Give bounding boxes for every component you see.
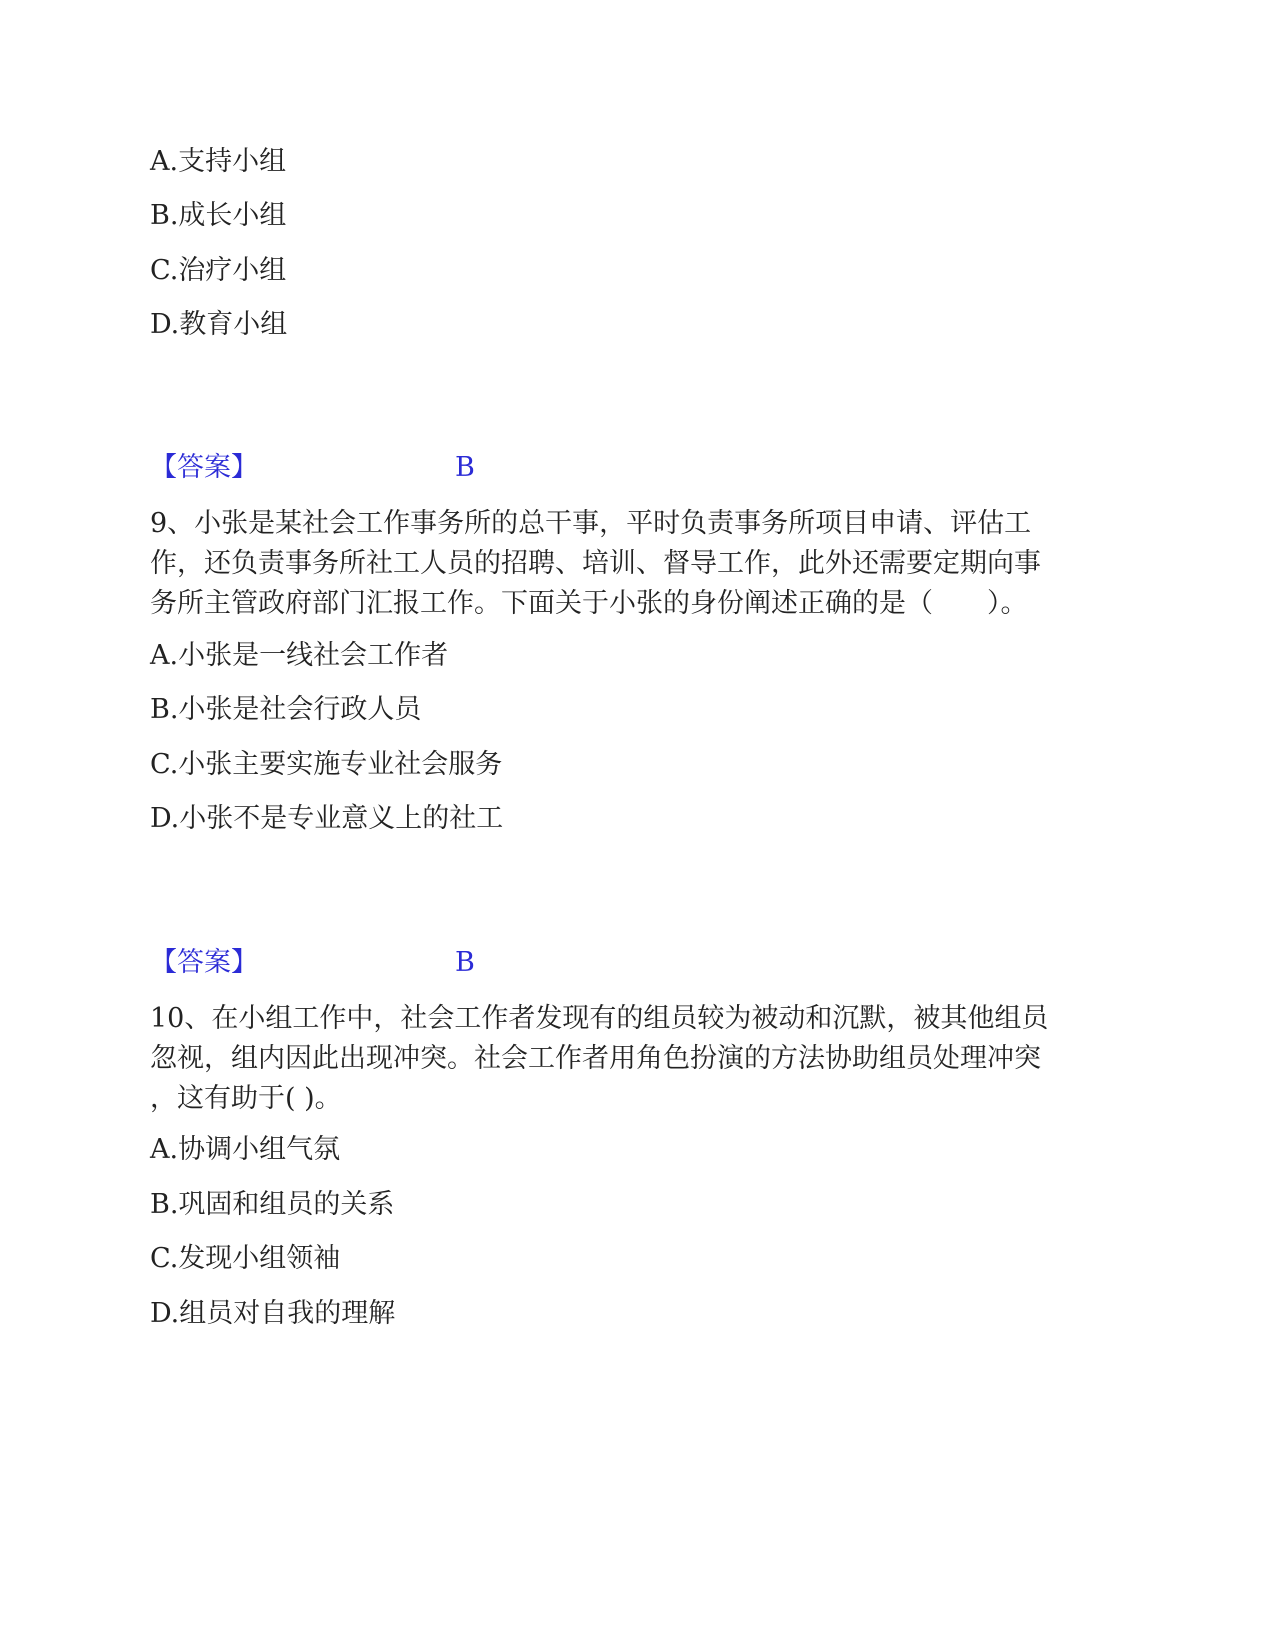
answer-label: 【答案】: [150, 452, 258, 483]
q8-option-a: A.支持小组: [150, 146, 287, 177]
q9-option-c: C.小张主要实施专业社会服务: [150, 749, 503, 780]
q10-stem: [150, 999, 1110, 1119]
q9-stem-line: 作，还负责事务所社工人员的招聘、培训、督导工作，此外还需要定期向事: [150, 548, 1041, 579]
q10-option-b: B.巩固和组员的关系: [150, 1189, 395, 1220]
q10-stem-line: 忽视，组内因此出现冲突。社会工作者用角色扮演的方法协助组员处理冲突: [150, 1043, 1041, 1074]
q9-option-a: A.小张是一线社会工作者: [150, 640, 449, 671]
q10-option-c: C.发现小组领袖: [150, 1243, 341, 1274]
q9-stem-line: 9、小张是某社会工作事务所的总干事，平时负责事务所项目申请、评估工: [150, 508, 1032, 539]
q8-option-b: B.成长小组: [150, 200, 287, 231]
q10-stem-line: ，这有助于( )。: [150, 1083, 342, 1114]
q10-stem-line: 10、在小组工作中，社会工作者发现有的组员较为被动和沉默，被其他组员: [150, 1003, 1049, 1034]
q9-option-b: B.小张是社会行政人员: [150, 694, 422, 725]
q8-option-d: D.教育小组: [150, 309, 288, 340]
q8-option-c: C.治疗小组: [150, 255, 287, 286]
q8-answer: [150, 450, 475, 486]
q9-option-d: D.小张不是专业意义上的社工: [150, 803, 504, 834]
q10-option-d: D.组员对自我的理解: [150, 1298, 396, 1329]
q9-answer: [150, 945, 475, 981]
answer-value: B: [455, 452, 475, 483]
q9-stem-line: 务所主管政府部门汇报工作。下面关于小张的身份阐述正确的是（ ）。: [150, 588, 1028, 619]
answer-value: B: [455, 947, 475, 978]
q9-stem: [150, 504, 1110, 624]
answer-label: 【答案】: [150, 947, 258, 978]
q10-option-a: A.协调小组气氛: [150, 1134, 341, 1165]
